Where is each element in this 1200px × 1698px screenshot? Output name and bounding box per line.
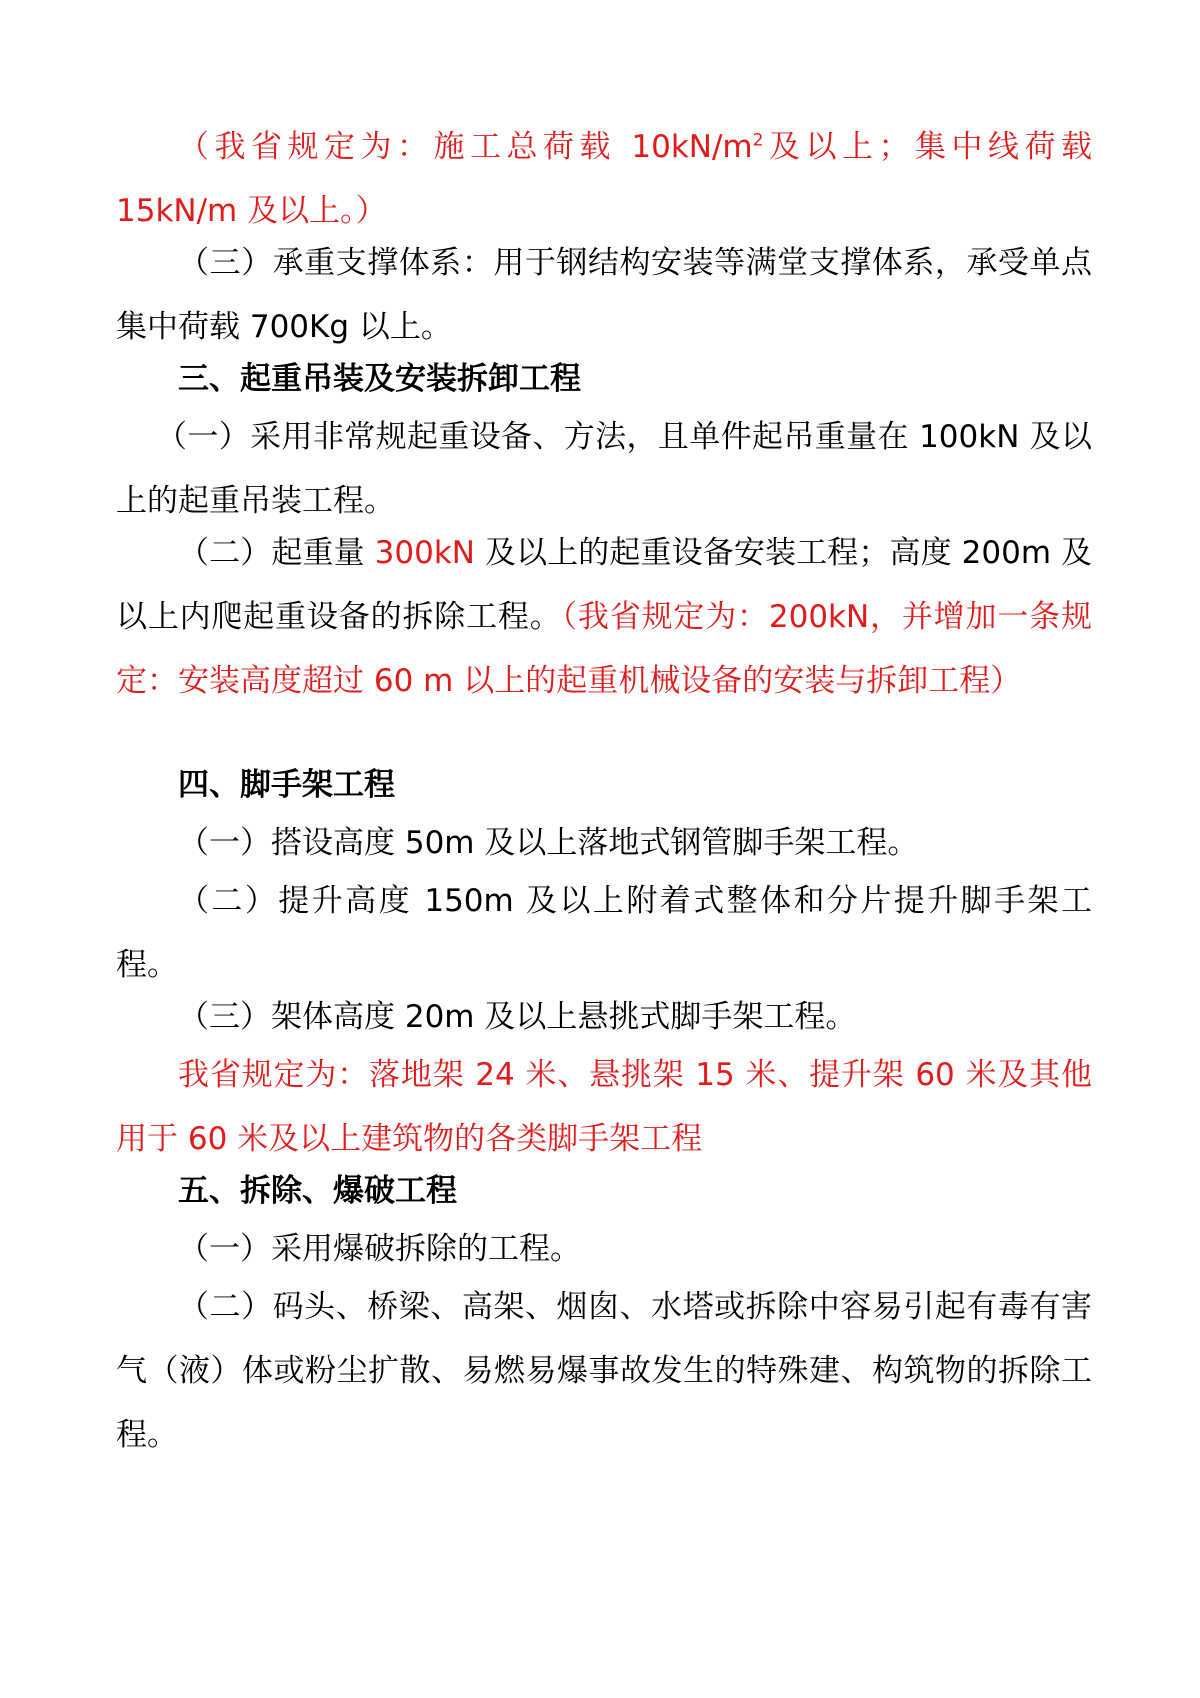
province-rule-load-text-b: 及以上；集中线荷载 15kN/m 及以上。） <box>116 129 1092 229</box>
heading-demolition: 五、拆除、爆破工程 <box>178 1173 457 1209</box>
heading-scaffold: 四、脚手架工程 <box>178 767 395 803</box>
province-rule-load-text-a: （我省规定为：施工总荷载 10kN/m <box>178 129 753 165</box>
paragraph-scaffold-2: （二）提升高度 150m 及以上附着式整体和分片提升脚手架工程。 <box>116 883 1092 983</box>
superscript-2: 2 <box>752 130 764 151</box>
province-rule-load <box>116 115 1092 243</box>
paragraph-demolition-2: （二）码头、桥梁、高架、烟囱、水塔或拆除中容易引起有毒有害气（液）体或粉尘扩散、易燃易爆事故发生的特殊建、构筑物的拆除工程。 <box>116 1289 1092 1453</box>
paragraph-lifting-1: （一）采用非常规起重设备、方法，且单件起吊重量在 100kN 及以上的起重吊装工程。 <box>116 419 1092 519</box>
lifting-2-text-c: 及以上的起重设备安装工程；高度 200m 及以上内爬起重设备的拆除工程。 <box>116 535 1092 635</box>
heading-lifting: 三、起重吊装及安装拆卸工程 <box>178 361 581 397</box>
paragraph-lifting-2 <box>116 521 1092 713</box>
lifting-2-province-rule: （我省规定为：200kN，并增加一条规定：安装高度超过 60 m 以上的起重机械设备的安装与拆卸工程） <box>116 599 1092 699</box>
paragraph-scaffold-3: （三）架体高度 20m 及以上悬挑式脚手架工程。 <box>178 999 857 1035</box>
paragraph-support-system: （三）承重支撑体系：用于钢结构安装等满堂支撑体系，承受单点集中荷载 700Kg 以上。 <box>116 245 1092 345</box>
lifting-2-text-a: （二）起重量 <box>178 535 375 571</box>
lifting-2-highlight: 300kN <box>374 535 475 571</box>
paragraph-demolition-1: （一）采用爆破拆除的工程。 <box>178 1231 581 1267</box>
paragraph-scaffold-1: （一）搭设高度 50m 及以上落地式钢管脚手架工程。 <box>178 825 919 861</box>
province-rule-scaffold: 我省规定为：落地架 24 米、悬挑架 15 米、提升架 60 米及其他用于 60 米及以上建筑物的各类脚手架工程 <box>116 1057 1092 1157</box>
